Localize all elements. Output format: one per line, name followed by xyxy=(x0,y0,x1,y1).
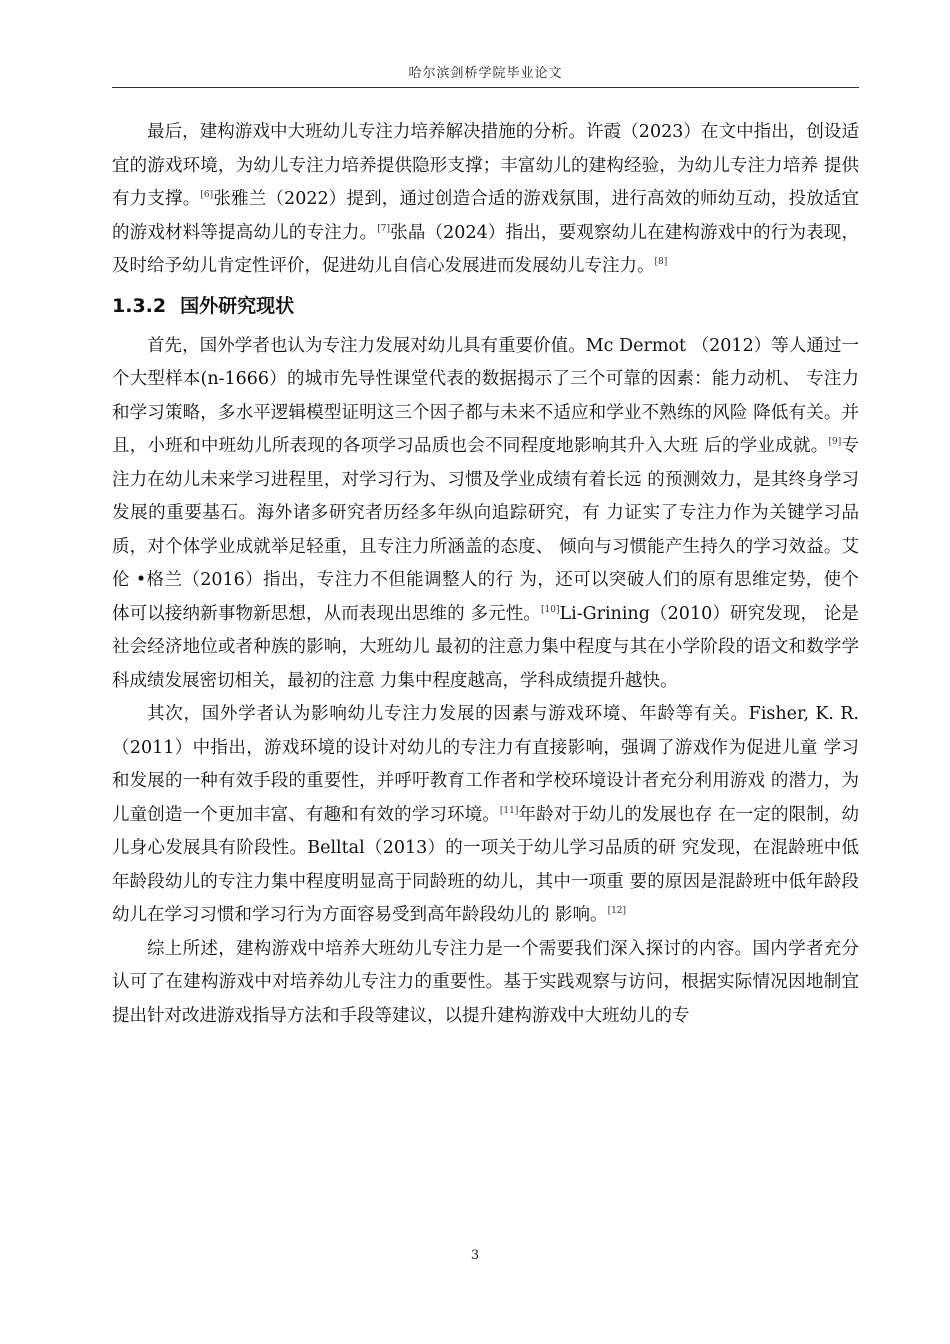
citation-11[interactable]: [11] xyxy=(499,805,519,816)
citation-9[interactable]: [9] xyxy=(828,437,842,448)
paragraph-domestic-measures xyxy=(112,116,859,284)
paragraph-text: 张雅兰（2022）提到，通过创造合适的游戏氛围，进行高效的师幼互动，投放适宜的游戏材料等提高幼儿的专注力。 xyxy=(112,189,859,243)
header-title: 哈尔滨剑桥学院毕业论文 xyxy=(408,66,563,81)
citation-7[interactable]: [7] xyxy=(377,223,390,234)
section-title: 国外研究现状 xyxy=(180,294,295,317)
paragraph-summary xyxy=(112,933,859,1034)
citation-6[interactable]: [6] xyxy=(200,190,214,201)
paragraph-text: 最后，建构游戏中大班幼儿专注力培养解决措施的分析。许霞（2023）在文中指出，创设适宜的游戏环境，为幼儿专注力培养提供隐形支撑；丰富幼儿的建构经验，为幼儿专注力培养 提供有力支撑。 xyxy=(112,122,859,209)
page-number: 3 xyxy=(470,1248,480,1263)
paragraph-text: 年龄对于幼儿的发展也存 在一定的限制，幼儿身心发展具有阶段性。Belltal（2013）的一项关于幼儿学习品质的研 究发现，在混龄班中低年龄段幼儿的专注力集中程度明显高于同龄班的幼儿，其中一项重 要的原因是混龄班中低年龄段幼儿在学习习惯和学习行为方面容易受到高年龄段幼儿的 影响。 xyxy=(112,804,860,925)
paragraph-text: 其次，国外学者认为影响幼儿专注力发展的因素与游戏环境、年龄等有关。Fisher, K. R. （2011）中指出，游戏环境的设计对幼儿的专注力有直接影响，强调了游戏作为促进儿童 学习和发展的一种有效手段的重要性，并呼吁教育工作者和学校环境设计者充分利用游戏 的潜力，为儿童创造一个更加丰富、有趣和有效的学习环境。 xyxy=(112,704,859,825)
citation-12[interactable]: [12] xyxy=(607,906,627,917)
paragraph-text: 专注力在幼儿未来学习进程里，对学习行为、习惯及学业成绩有着长远 的预测效力，是其终身学习发展的重要基石。海外诸多研究者历经多年纵向追踪研究，有 力证实了专注力作为关键学习品质，对个体学业成就举足轻重，且专注力所涵盖的态度、 倾向与习惯能产生持久的学习效益。艾伦 •格兰（2016）指出，专注力不但能调整人的行 为，还可以突破人们的原有思维定势，使个体可以接纳新事物新思想，从而表现出思维的 多元性。 xyxy=(112,436,860,624)
paragraph-text: 张晶（2024）指出，要观察幼儿在建构游戏中的行为表现，及时给予幼儿肯定性评价，促进幼儿自信心发展进而发展幼儿专注力。 xyxy=(112,222,859,276)
citation-8[interactable]: [8] xyxy=(654,257,668,268)
section-heading xyxy=(112,290,859,322)
paragraph-foreign-factors xyxy=(112,698,859,933)
paragraph-text: 综上所述，建构游戏中培养大班幼儿专注力是一个需要我们深入探讨的内容。国内学者充分认可了在建构游戏中对培养幼儿专注力的重要性。基于实践观察与访问，根据实际情况因地制宜提出针对改进游戏指导方法和手段等建议，以提升建构游戏中大班幼儿的专 xyxy=(112,938,859,1026)
paragraph-text: 首先，国外学者也认为专注力发展对幼儿具有重要价值。Mc Dermot （2012）等人通过一个大型样本(n-1666）的城市先导性课堂代表的数据揭示了三个可靠的因素：能力动机、 专注力和学习策略，多水平逻辑模型证明这三个因子都与未来不适应和学业不熟练的风险 降低有关。并且，小班和中班幼儿所表现的各项学习品质也会不同程度地影响其升入大班 后的学业成就。 xyxy=(112,335,859,456)
paragraph-text: Li-Grining（2010）研究发现， 论是社会经济地位或者种族的影响，大班幼儿 最初的注意力集中程度与其在小学阶段的语文和数学学科成绩发展密切相关，最初的注意 力集中程度越高，学科成绩提升越快。 xyxy=(112,603,860,691)
citation-10[interactable]: [10] xyxy=(541,604,560,615)
paragraph-foreign-value xyxy=(112,330,859,699)
running-header xyxy=(112,62,859,88)
page-body xyxy=(112,116,859,1033)
section-number: 1.3.2 xyxy=(112,294,167,317)
